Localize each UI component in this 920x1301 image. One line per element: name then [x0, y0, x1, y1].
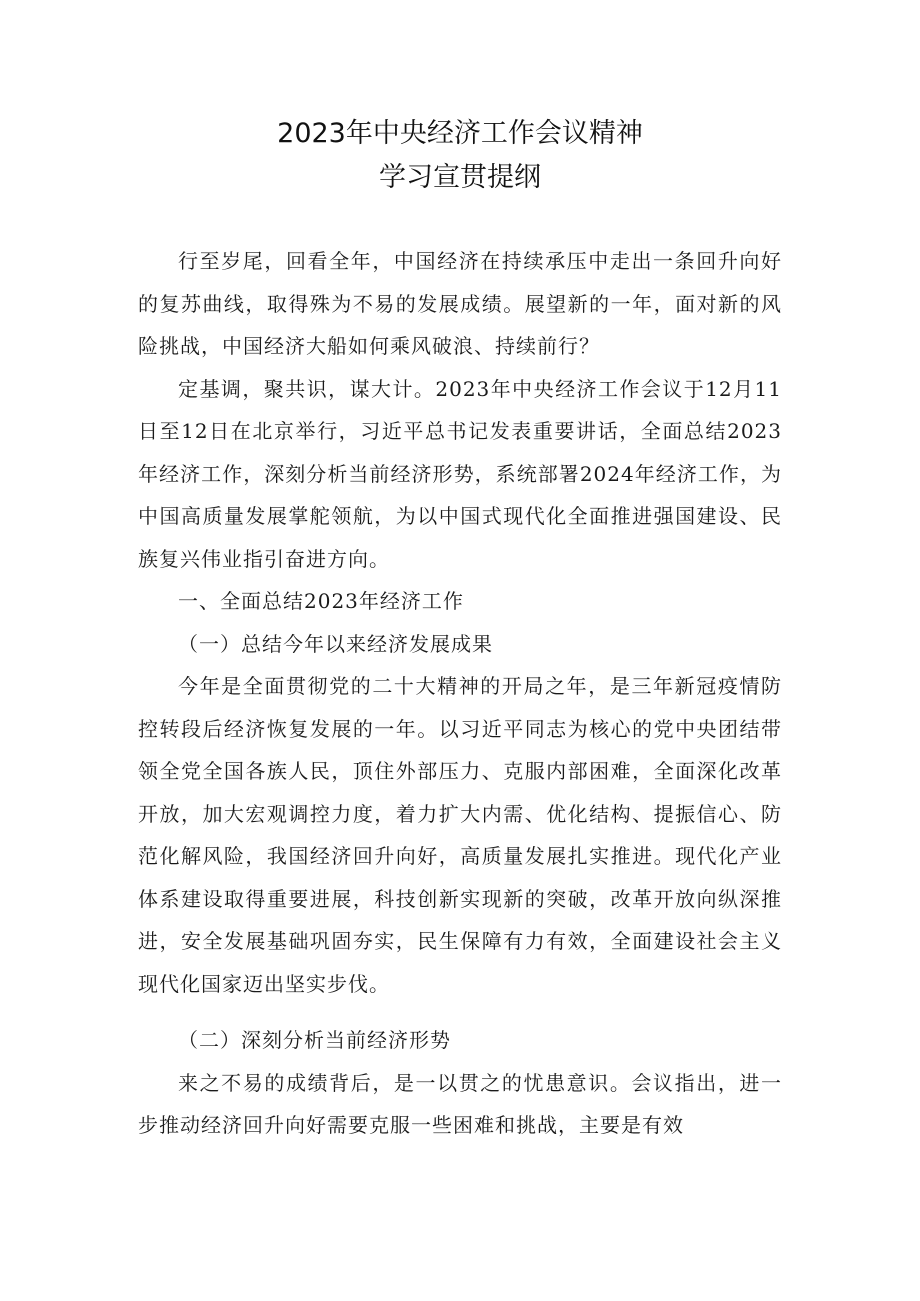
title-line-2: 学习宣贯提纲: [379, 162, 541, 193]
section-1-1-body: 今年是全面贯彻党的二十大精神的开局之年，是三年新冠疫情防控转段后经济恢复发展的一年。以习近平同志为核心的党中央团结带领全党全国各族人民，顶住外部压力、克服内部困难，全面深化改革开放，加大宏观调控力度，着力扩大内需、优化结构、提振信心、防范化解风险，我国经济回升向好，高质量发展扎实推进。现代化产业体系建设取得重要进展，科技创新实现新的突破，改革开放向纵深推进，安全发展基础巩固夯实，民生保障有力有效，全面建设社会主义现代化国家迈出坚实步伐。: [138, 674, 782, 996]
paragraph-intro-2: 定基调，聚共识，谋大计。2023年中央经济工作会议于12月11日至12日在北京举行，习近平总书记发表重要讲话，全面总结2023年经济工作，深刻分析当前经济形势，系统部署2024年经济工作，为中国高质量发展掌舵领航，为以中国式现代化全面推进强国建设、民族复兴伟业指引奋进方向。: [138, 376, 782, 571]
section-1-2-heading: （二）深刻分析当前经济形势: [178, 1028, 451, 1052]
section-1-heading: 一、全面总结2023年经济工作: [178, 589, 464, 613]
title-line-1: 2023年中央经济工作会议精神: [277, 118, 643, 149]
document-body: [138, 240, 782, 1147]
paragraph-intro-1: 行至岁尾，回看全年，中国经济在持续承压中走出一条回升向好的复苏曲线，取得殊为不易的发展成绩。展望新的一年，面对新的风险挑战，中国经济大船如何乘风破浪、持续前行？: [138, 249, 782, 358]
document-title: [0, 112, 920, 200]
section-1-2-body: 来之不易的成绩背后，是一以贯之的忧患意识。会议指出，进一步推动经济回升向好需要克服一些困难和挑战，主要是有效: [138, 1070, 782, 1137]
section-1-1-heading: （一）总结今年以来经济发展成果: [178, 631, 493, 656]
section-gap: [138, 1005, 782, 1019]
